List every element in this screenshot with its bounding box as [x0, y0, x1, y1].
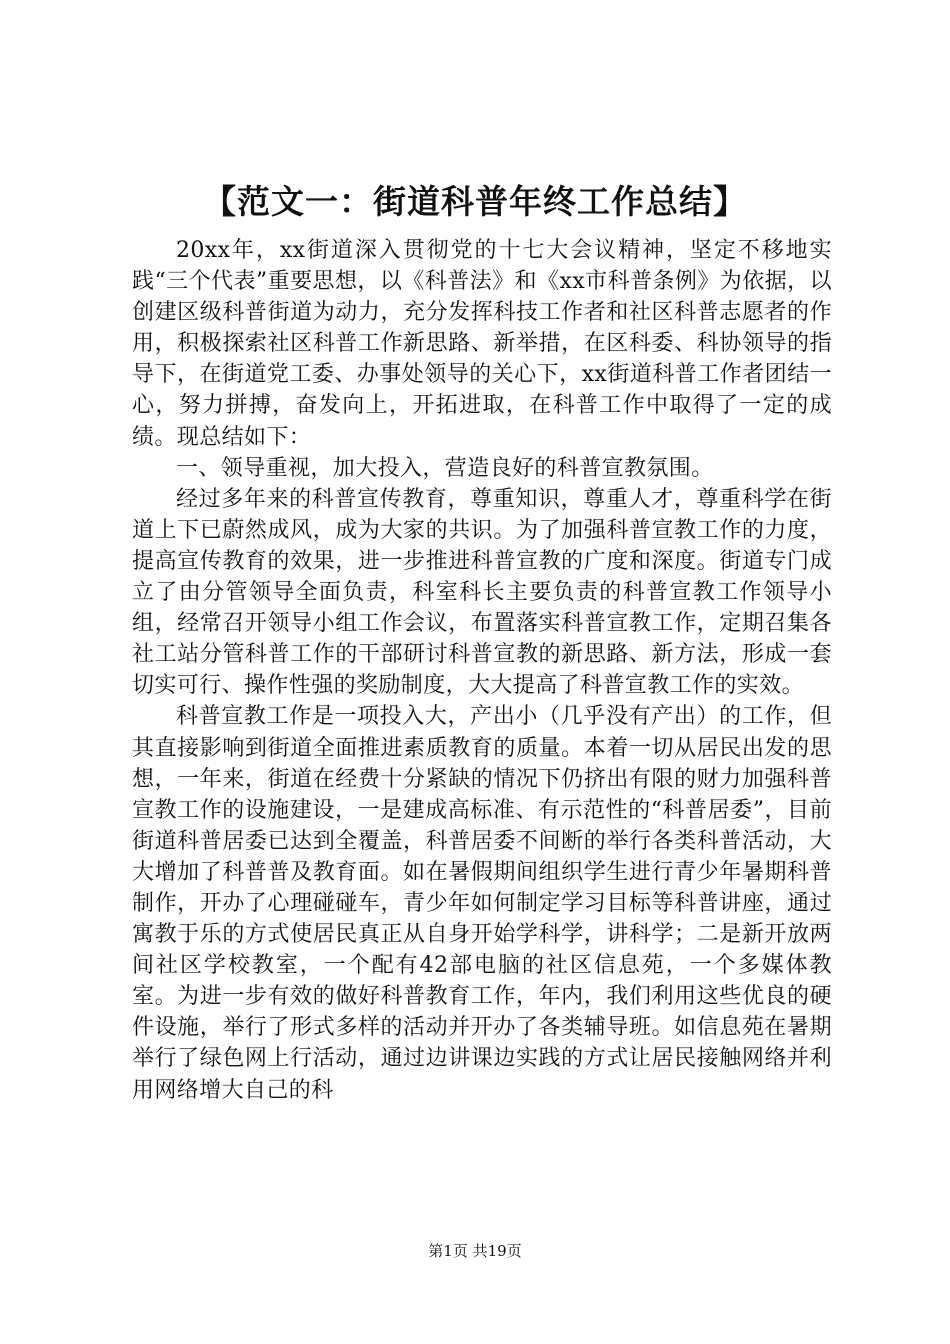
paragraph-intro: 20xx年，xx街道深入贯彻党的十七大会议精神，坚定不移地实践“三个代表”重要思想，以《科普法》和《xx市科普条例》为依据，以创建区级科普街道为动力，充分发挥科技工作者和社区科普志愿者的作用，积极探索社区科普工作新思路、新举措，在区科委、科协领导的指导下，在街道党工委、办事处领导的关心下，xx街道科普工作者团结一心，努力拼搏，奋发向上，开拓进取，在科普工作中取得了一定的成绩。现总结如下：: [132, 238, 832, 450]
document-title: 【范文一：街道科普年终工作总结】: [203, 182, 747, 221]
paragraph-investment: 科普宣教工作是一项投入大，产出小（几乎没有产出）的工作，但其直接影响到街道全面推进素质教育的质量。本着一切从居民出发的思想，一年来，街道在经费十分紧缺的情况下仍挤出有限的财力加强科普宣教工作的设施建设，一是建成高标准、有示范性的“科普居委”，目前街道科普居委已达到全覆盖，科普居委不间断的举行各类科普活动，大大增加了科普普及教育面。如在暑假期间组织学生进行青少年暑期科普制作，开办了心理碰碰车，青少年如何制定学习目标等科普讲座，通过寓教于乐的方式使居民真正从自身开始学科学，讲科学；二是新开放两间社区学校教室，一个配有42部电脑的社区信息苑，一个多媒体教室。为进一步有效的做好科普教育工作，年内，我们利用这些优良的硬件设施，举行了形式多样的活动并开办了各类辅导班。如信息苑在暑期举行了绿色网上行活动，通过边讲课边实践的方式让居民接触网络并利用网络增大自己的科: [132, 704, 832, 1103]
section-heading-1: 一、领导重视，加大投入，营造良好的科普宣教氛围。: [176, 455, 714, 481]
paragraph-leadership: 经过多年来的科普宣传教育，尊重知识，尊重人才，尊重科学在街道上下已蔚然成风，成为大家的共识。为了加强科普宣教工作的力度，提高宣传教育的效果，进一步推进科普宣教的广度和深度。街道专门成立了由分管领导全面负责，科室科长主要负责的科普宣教工作领导小组，经常召开领导小组工作会议，布置落实科普宣教工作，定期召集各社工站分管科普工作的干部研讨科普宣教的新思路、新方法，形成一套切实可行、操作性强的奖励制度，大大提高了科普宣教工作的实效。: [132, 486, 832, 699]
document-body: [132, 235, 832, 1106]
page-footer: 第1页 共19页: [428, 1242, 522, 1260]
